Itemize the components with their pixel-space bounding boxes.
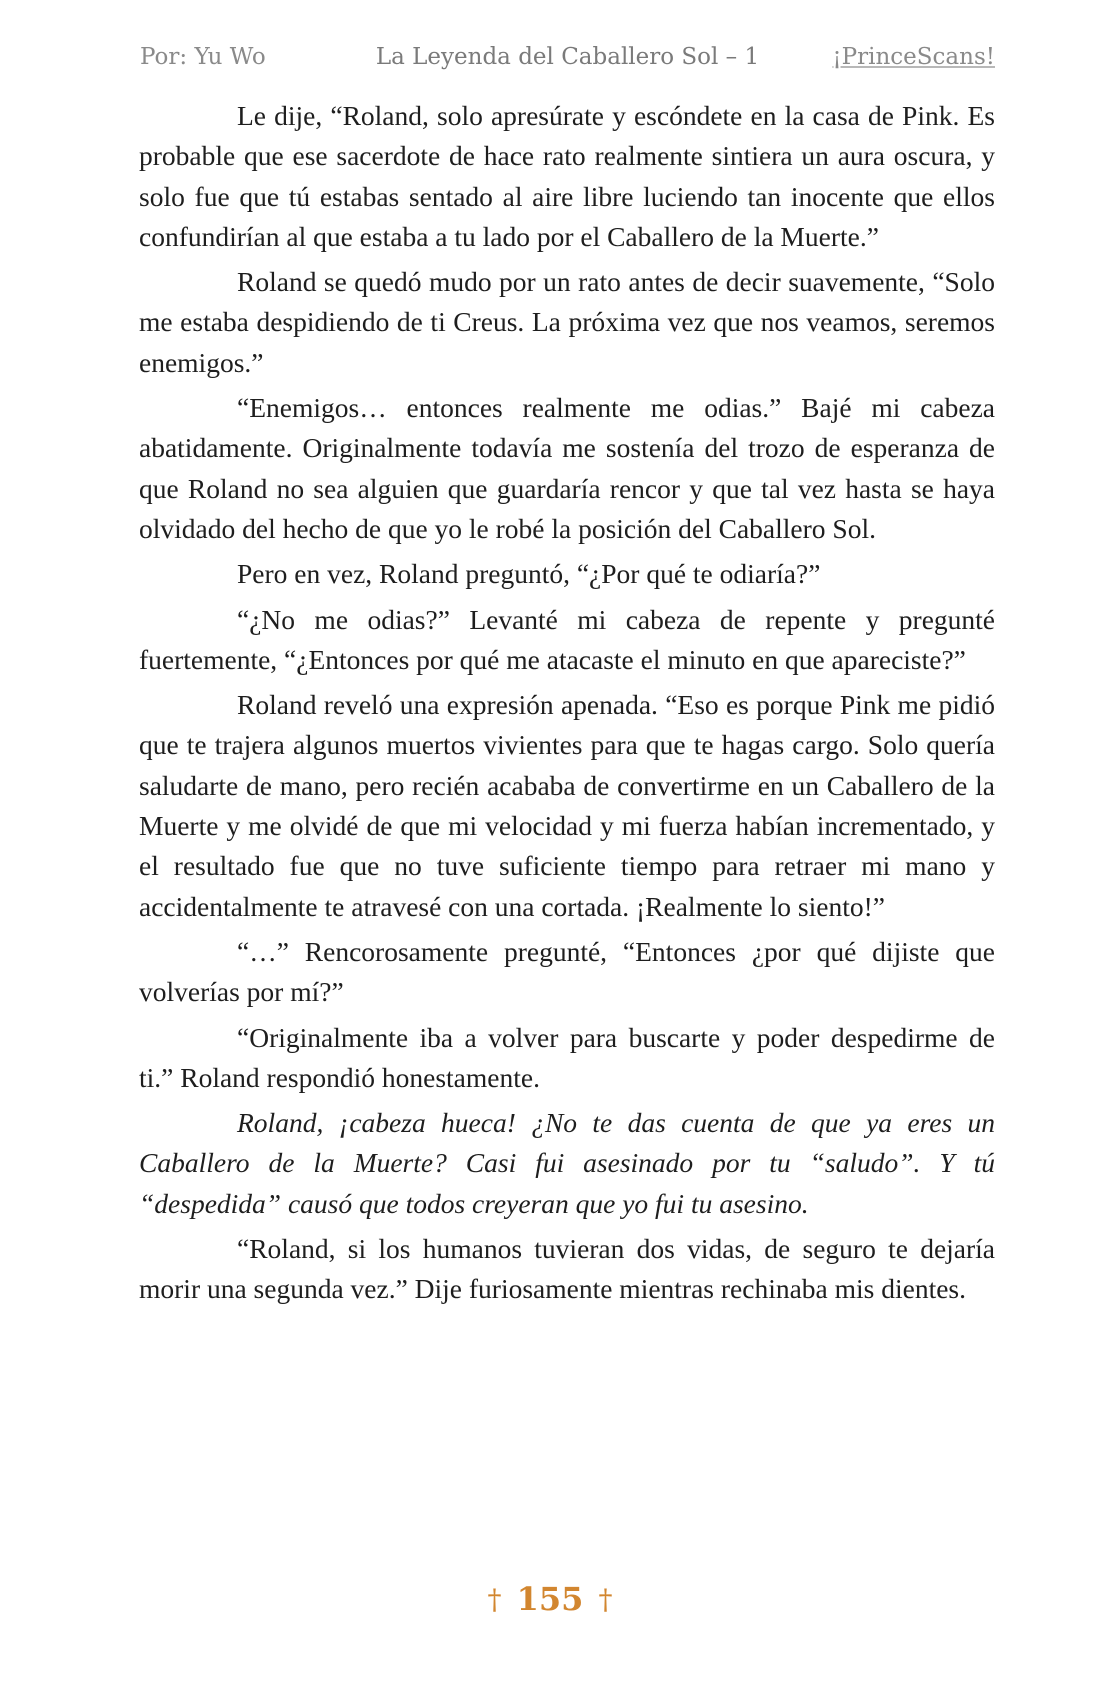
page-number: 155 bbox=[516, 1580, 584, 1618]
page-body bbox=[139, 96, 995, 1315]
header-author: Por: Yu Wo bbox=[140, 44, 266, 70]
dagger-ornament-left-icon: † bbox=[487, 1582, 502, 1616]
paragraph: “Roland, si los humanos tuvieran dos vidas, de seguro te dejaría morir una segunda vez.” Dije furiosamente mientras rechinaba mis dientes. bbox=[139, 1233, 995, 1305]
paragraph: “Originalmente iba a volver para buscarte y poder despedirme de ti.” Roland respondió honestamente. bbox=[139, 1021, 995, 1093]
header-scanlator-link[interactable]: ¡PrinceScans! bbox=[832, 44, 995, 70]
running-header bbox=[140, 36, 995, 76]
paragraph: “…” Rencorosamente pregunté, “Entonces ¿por qué dijiste que volverías por mí?” bbox=[139, 935, 995, 1008]
paragraph-thought: Roland, ¡cabeza hueca! ¿No te das cuenta de que ya eres un Caballero de la Muerte? Casi fui asesinado por tu “saludo”. Y tú “despedida” causó que todos creyeran que yo fui tu asesino. bbox=[139, 1107, 995, 1219]
paragraph: Pero en vez, Roland preguntó, “¿Por qué te odiaría?” bbox=[237, 558, 821, 590]
dagger-ornament-right-icon: † bbox=[598, 1582, 613, 1616]
page-footer bbox=[0, 1580, 1100, 1618]
paragraph: Roland reveló una expresión apenada. “Eso es porque Pink me pidió que te trajera algunos muertos vivientes para que te hagas cargo. Solo quería saludarte de mano, pero recién acababa de convertirme en un Caballero de la Muerte y me olvidé de que mi velocidad y mi fuerza habían incrementado, y el resultado fue que no tuve suficiente tiempo para retraer mi mano y accidentalmente te atravesé con una cortada. ¡Realmente lo siento!” bbox=[139, 689, 995, 922]
paragraph: Roland se quedó mudo por un rato antes de decir suavemente, “Solo me estaba despidiendo de ti Creus. La próxima vez que nos veamos, seremos enemigos.” bbox=[139, 266, 995, 378]
header-book-title: La Leyenda del Caballero Sol – 1 bbox=[375, 44, 760, 70]
paragraph: “¿No me odias?” Levanté mi cabeza de repente y pregunté fuertemente, “¿Entonces por qué me atacaste el minuto en que apareciste?” bbox=[139, 603, 995, 675]
paragraph: Le dije, “Roland, solo apresúrate y escóndete en la casa de Pink. Es probable que ese sacerdote de hace rato realmente sintiera un aura oscura, y solo fue que tú estabas sentado al aire libre luciendo tan inocente que ellos confundirían al que estaba a tu lado por el Caballero de la Muerte.” bbox=[139, 100, 995, 252]
paragraph: “Enemigos… entonces realmente me odias.” Bajé mi cabeza abatidamente. Originalmente todavía me sostenía del trozo de esperanza de que Roland no sea alguien que guardaría rencor y que tal vez hasta se haya olvidado del hecho de que yo le robé la posición del Caballero Sol. bbox=[139, 392, 995, 544]
